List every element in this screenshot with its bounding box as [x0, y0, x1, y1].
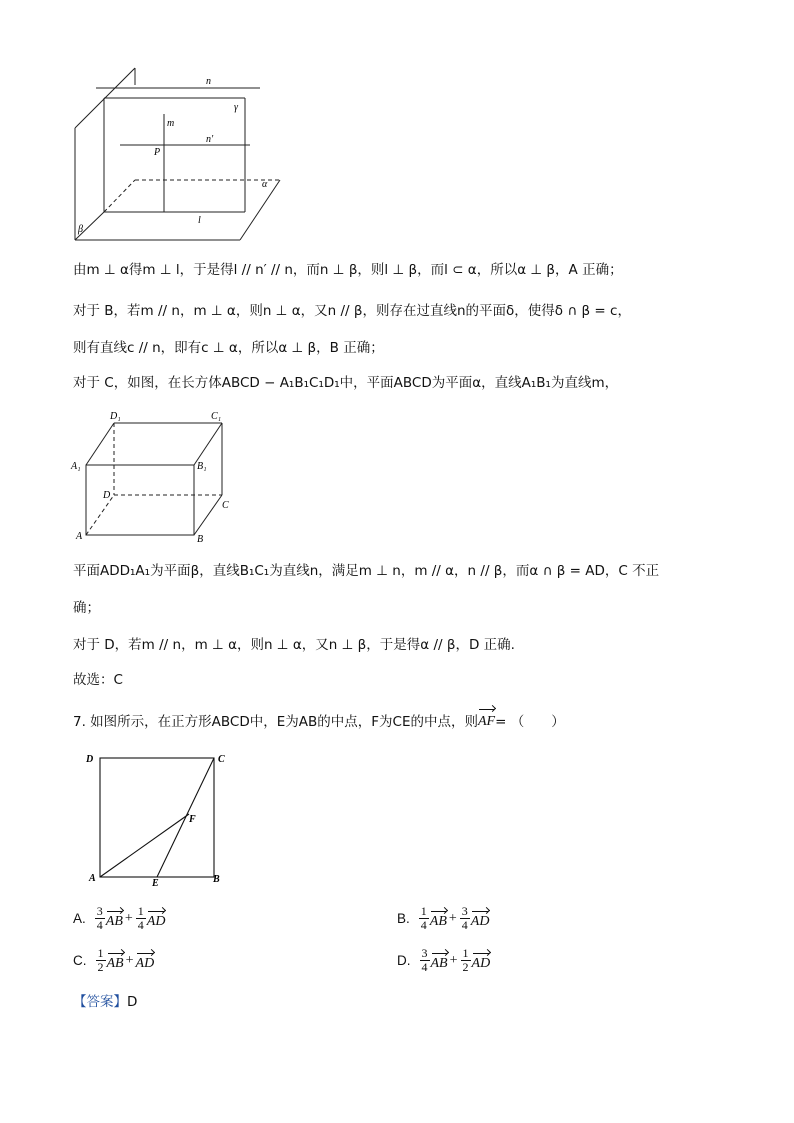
answer-line: [73, 992, 137, 1012]
option-c[interactable]: C. $\frac{1}{2}$ AB + AD: [73, 946, 155, 974]
solution-line-1: 由m ⊥ α得m ⊥ l，于是得l // n′ // n，而n ⊥ β，则l ⊥ β，而l ⊂ α，所以α ⊥ β，A 正确；: [73, 262, 623, 278]
question-7-text: 7. 如图所示，在正方形ABCD中，E为AB的中点，F为CE的中点，则: [73, 714, 478, 730]
option-b[interactable]: B. $\frac{1}{4}$ AB + $\frac{3}{4}$ AD: [397, 904, 490, 932]
fig2-label-c: C: [222, 500, 229, 511]
fig3-label-e: E: [152, 878, 159, 889]
option-d[interactable]: D. $\frac{3}{4}$ AB + $\frac{1}{2}$ AD: [397, 946, 491, 974]
fig2-label-a1: A₁: [71, 461, 81, 472]
fig1-label-n-prime: n′: [206, 134, 214, 145]
answer-tag: 【答案】: [73, 994, 127, 1010]
fig2-label-b: B: [197, 534, 204, 545]
fig2-label-a: A: [76, 531, 83, 542]
fig3-label-f: F: [189, 814, 196, 825]
fig3-label-d: D: [86, 754, 94, 765]
solution-line-4: 对于 C，如图，在长方体ABCD − A₁B₁C₁D₁中，平面ABCD为平面α，直线A₁B₁为直线m，: [73, 375, 619, 391]
fig3-label-a: A: [89, 873, 96, 884]
fig1-label-alpha: α: [262, 179, 268, 190]
fig1-label-gamma: γ: [234, 102, 238, 113]
fig3-label-b: B: [213, 874, 220, 885]
fig2-label-d: D: [103, 490, 111, 501]
fig1-label-beta: β: [78, 224, 83, 235]
fig3-label-c: C: [218, 754, 225, 765]
fig1-label-p: P: [154, 147, 161, 158]
fig2-label-d1: D₁: [110, 411, 121, 422]
answer-value: D: [127, 994, 138, 1010]
solution-line-6: 确；: [73, 600, 100, 616]
solution-line-7: 对于 D，若m // n，m ⊥ α，则n ⊥ α，又n ⊥ β，于是得α // β，D 正确.: [73, 637, 515, 653]
figure-square: [85, 748, 235, 893]
question-7-end: = （ ）: [495, 714, 565, 730]
fig2-label-b1: B₁: [197, 461, 207, 472]
solution-line-2: 对于 B，若m // n，m ⊥ α，则n ⊥ α，又n // β，则存在过直线n的平面δ，使得δ ∩ β = c，: [73, 303, 631, 319]
solution-line-3: 则有直线c // n，即有c ⊥ α，所以α ⊥ β，B 正确；: [73, 340, 384, 356]
fig2-label-c1: C₁: [211, 411, 222, 422]
solution-line-5: 平面ADD₁A₁为平面β，直线B₁C₁为直线n，满足m ⊥ n，m // α，n // β，而α ∩ β = AD，C 不正: [73, 563, 660, 579]
figure-cuboid: [70, 405, 240, 545]
option-a[interactable]: A. $\frac{3}{4}$ AB + $\frac{1}{4}$ AD: [73, 904, 166, 932]
fig1-label-m: m: [167, 118, 175, 129]
figure-planes: [70, 60, 290, 245]
fig1-label-l: l: [198, 215, 201, 226]
fig1-label-n: n: [206, 76, 211, 87]
question-7-vector-af: AF: [478, 706, 495, 732]
question-7: [73, 706, 565, 732]
solution-line-8: 故选：C: [73, 672, 123, 688]
